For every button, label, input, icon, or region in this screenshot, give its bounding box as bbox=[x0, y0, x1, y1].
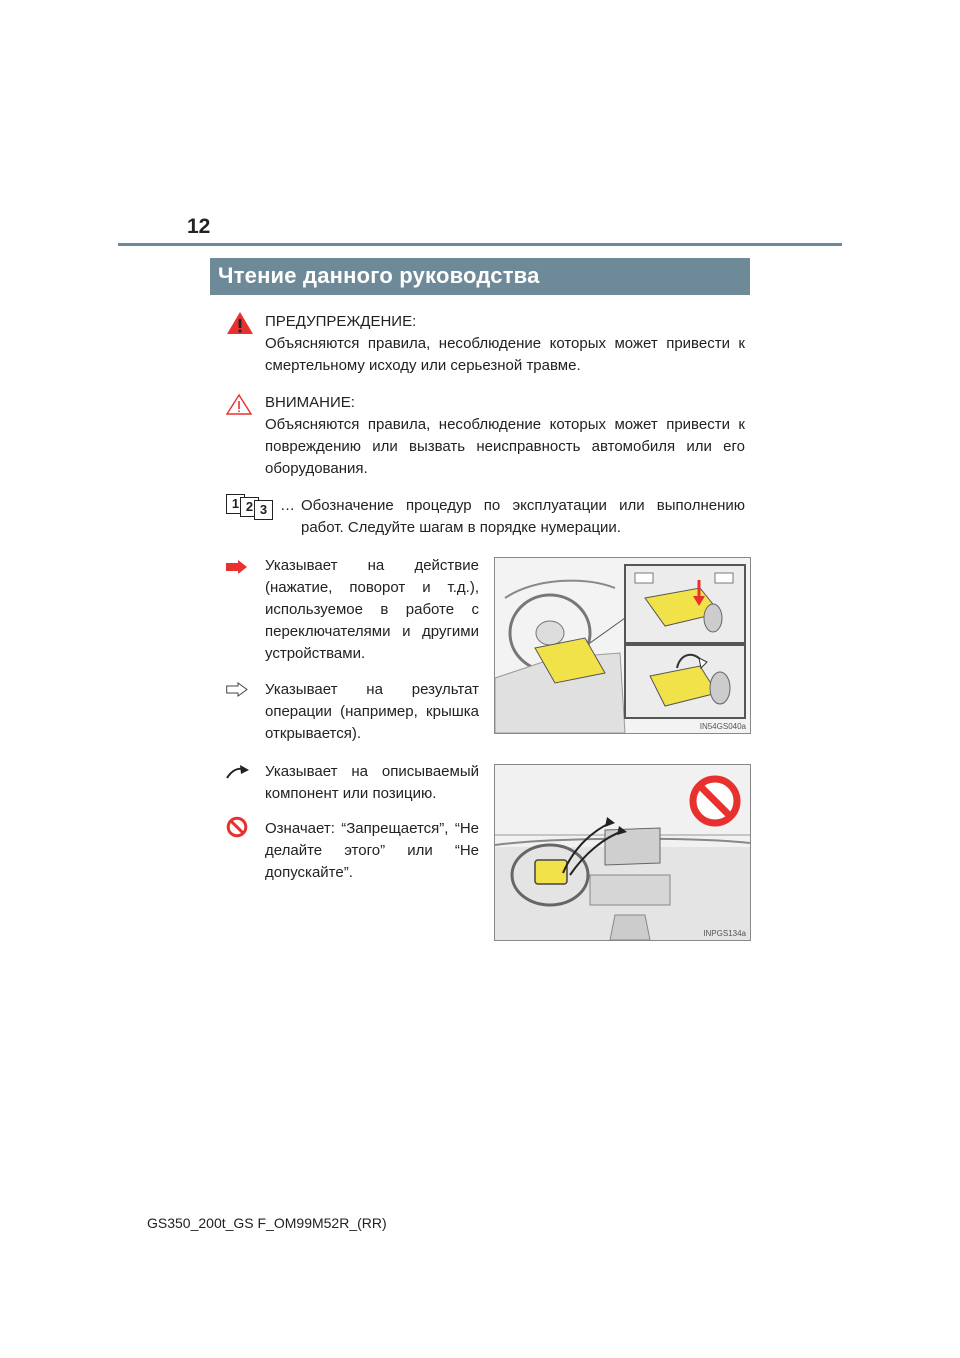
section-title: Чтение данного руководства bbox=[218, 263, 540, 288]
step-badges bbox=[226, 494, 278, 518]
result-arrow-text: Указывает на результат операции (например, крышка открывается). bbox=[265, 681, 479, 742]
prohibited-text: Означает: “Запрещается”, “Не делайте этого” или “Не допускайте”. bbox=[265, 820, 479, 881]
step-badge-1: 1 bbox=[226, 494, 245, 514]
notice-label: ВНИМАНИЕ: bbox=[265, 394, 355, 411]
pointer-arrow-icon bbox=[226, 764, 250, 780]
notice-text: Объясняются правила, несоблюдение которых может привести к повреждению или вызвать неисправность автомобиля или его оборудования. bbox=[265, 416, 745, 477]
header-rule bbox=[118, 243, 842, 246]
warning-label: ПРЕДУПРЕЖДЕНИЕ: bbox=[265, 313, 417, 330]
warning-filled-icon bbox=[226, 311, 254, 335]
console-illustration bbox=[494, 557, 751, 734]
console-drawing bbox=[495, 558, 750, 733]
dashboard-illustration bbox=[494, 764, 751, 941]
pointer-text: Указывает на описываемый компонент или позицию. bbox=[265, 763, 479, 802]
step-badge-2: 2 bbox=[240, 497, 259, 517]
footer-doc-code: GS350_200t_GS F_OM99M52R_(RR) bbox=[147, 1215, 387, 1231]
warning-outline-icon bbox=[226, 393, 252, 415]
red-arrow-icon bbox=[226, 560, 248, 574]
prohibited-icon bbox=[226, 816, 248, 838]
console-figure-code: IN54GS040a bbox=[699, 722, 746, 731]
warning-text: Объясняются правила, несоблюдение которых может привести к смертельному исходу или серьезной травме. bbox=[265, 335, 745, 374]
dashboard-drawing bbox=[495, 765, 750, 940]
steps-text: Обозначение процедур по эксплуатации или выполнению работ. Следуйте шагам в порядке нумерации. bbox=[301, 497, 745, 536]
section-title-bar bbox=[210, 258, 750, 295]
dashboard-figure-code: INPGS134a bbox=[703, 929, 746, 938]
action-arrow-text: Указывает на действие (нажатие, поворот и т.д.), используемое в работе с переключателями и другими устройствами. bbox=[265, 557, 479, 662]
step-badge-3: 3 bbox=[254, 500, 273, 520]
steps-dots: … bbox=[280, 497, 295, 514]
page-number: 12 bbox=[187, 215, 211, 238]
outline-arrow-icon bbox=[226, 682, 248, 697]
